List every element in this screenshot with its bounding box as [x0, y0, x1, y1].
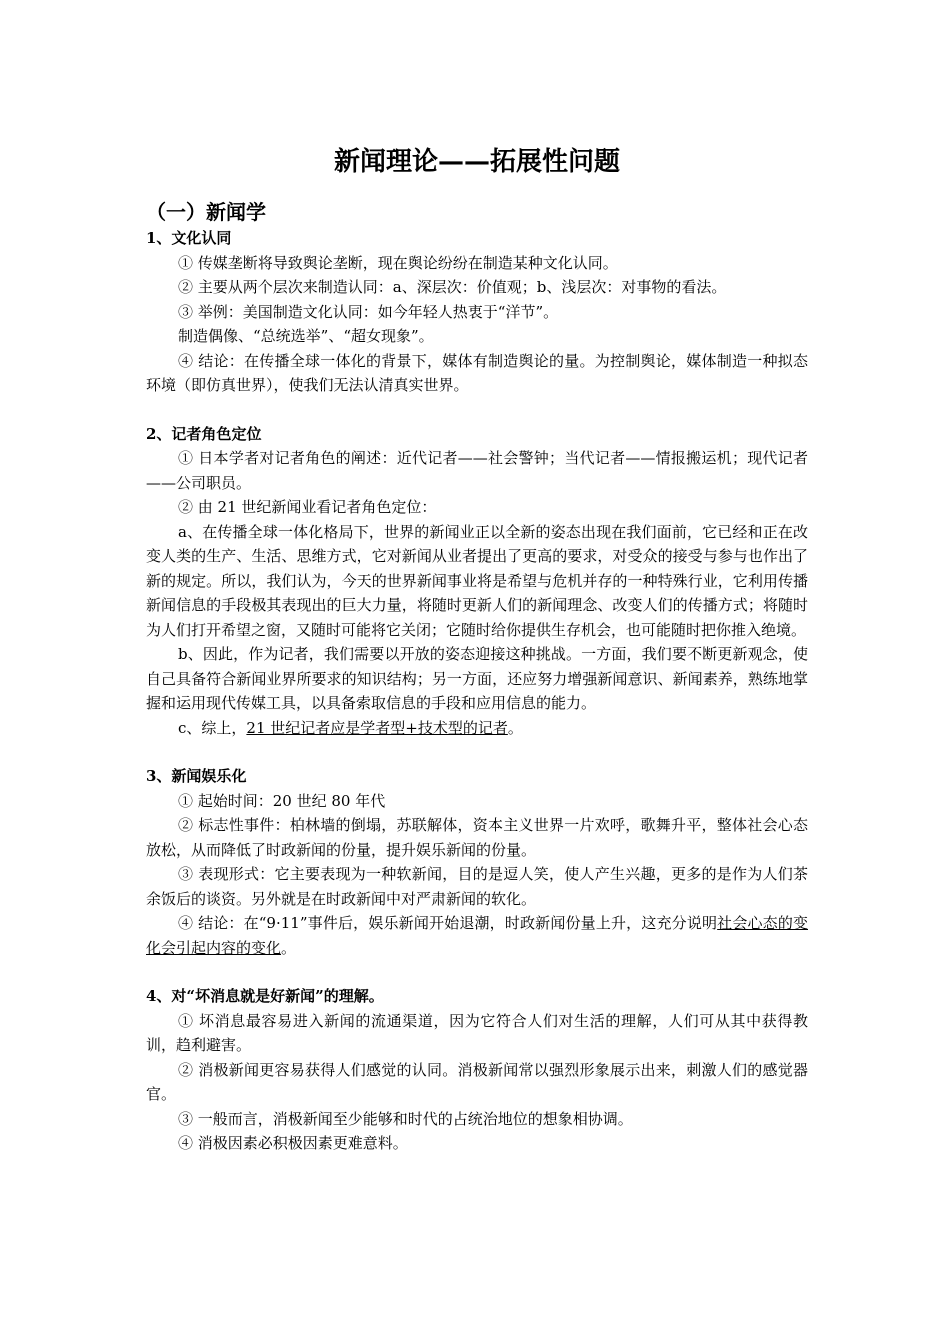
- heading-cultural-identity: 1、文化认同: [146, 229, 232, 247]
- paragraph: [146, 716, 808, 741]
- underlined-text: 社会心态的变化会引起内容的变化: [146, 914, 808, 957]
- paragraph: ④ 消极因素必积极因素更难意料。: [178, 1134, 408, 1152]
- paragraph: ② 标志性事件：柏林墙的倒塌，苏联解体，资本主义世界一片欢呼，歌舞升平，整体社会心态放松，从而降低了时政新闻的份量，提升娱乐新闻的份量。: [146, 816, 808, 859]
- section-heading: （一）新闻学: [146, 200, 266, 224]
- page-title: 新闻理论——拓展性问题: [333, 147, 620, 177]
- paragraph: [146, 911, 808, 960]
- paragraph: ③ 表现形式：它主要表现为一种软新闻，目的是逗人笑，使人产生兴趣，更多的是作为人们茶余饭后的谈资。另外就是在时政新闻中对严肃新闻的软化。: [146, 865, 808, 908]
- paragraph: b、因此，作为记者，我们需要以开放的姿态迎接这种挑战。一方面，我们要不断更新观念，使自己具备符合新闻业界所要求的知识结构；另一方面，还应努力增强新闻意识、新闻素养，熟练地掌握和运用现代传媒工具，以具备索取信息的手段和应用信息的能力。: [146, 645, 808, 712]
- heading-bad-news: 4、对“坏消息就是好新闻”的理解。: [146, 987, 384, 1005]
- paragraph: ② 由 21 世纪新闻业看记者角色定位：: [178, 498, 437, 516]
- text: 。: [507, 718, 523, 737]
- heading-news-entertainment: 3、新闻娱乐化: [146, 767, 247, 785]
- paragraph: ② 消极新闻更容易获得人们感觉的认同。消极新闻常以强烈形象展示出来，刺激人们的感觉器官。: [146, 1060, 808, 1103]
- text: ④ 结论：在“9·11”事件后，娱乐新闻开始退潮，时政新闻份量上升，这充分说明: [178, 914, 718, 932]
- text: c、综上，: [178, 718, 247, 737]
- paragraph: ④ 结论：在传播全球一体化的背景下，媒体有制造舆论的量。为控制舆论，媒体制造一种拟态环境（即仿真世界），使我们无法认清真实世界。: [146, 351, 808, 394]
- heading-journalist-role: 2、记者角色定位: [146, 424, 262, 443]
- text: 。: [281, 938, 297, 957]
- paragraph: ① 起始时间：20 世纪 80 年代: [178, 791, 386, 810]
- underlined-text: 21 世纪记者应是学者型+技术型的记者: [246, 718, 508, 737]
- paragraph: ① 日本学者对记者角色的阐述：近代记者——社会警钟；当代记者——情报搬运机；现代记者——公司职员。: [146, 449, 808, 492]
- paragraph: 制造偶像、“总统选举”、“超女现象”。: [178, 327, 434, 345]
- paragraph: a、在传播全球一体化格局下，世界的新闻业正以全新的姿态出现在我们面前，它已经和正在改变人类的生产、生活、思维方式，它对新闻从业者提出了更高的要求，对受众的接受与参与也作出了新的规定。所以，我们认为，今天的世界新闻事业将是希望与危机并存的一种特殊行业，它利用传播新闻信息的手段极其表现出的巨大力量，将随时更新人们的新闻理念、改变人们的传播方式；将随时为人们打开希望之窗，又随时可能将它关闭；它随时给你提供生存机会，也可能随时把你推入绝境。: [146, 522, 808, 639]
- paragraph: ① 传媒垄断将导致舆论垄断，现在舆论纷纷在制造某种文化认同。: [178, 253, 618, 272]
- paragraph: ③ 一般而言，消极新闻至少能够和时代的占统治地位的想象相协调。: [178, 1109, 633, 1128]
- paragraph: ③ 举例：美国制造文化认同：如今年轻人热衷于“洋节”。: [178, 302, 559, 321]
- paragraph: ② 主要从两个层次来制造认同：a、深层次：价值观；b、浅层次：对事物的看法。: [178, 278, 727, 296]
- document-body: [146, 226, 808, 1156]
- paragraph: ① 坏消息最容易进入新闻的流通渠道，因为它符合人们对生活的理解，人们可从其中获得教训，趋利避害。: [146, 1011, 808, 1054]
